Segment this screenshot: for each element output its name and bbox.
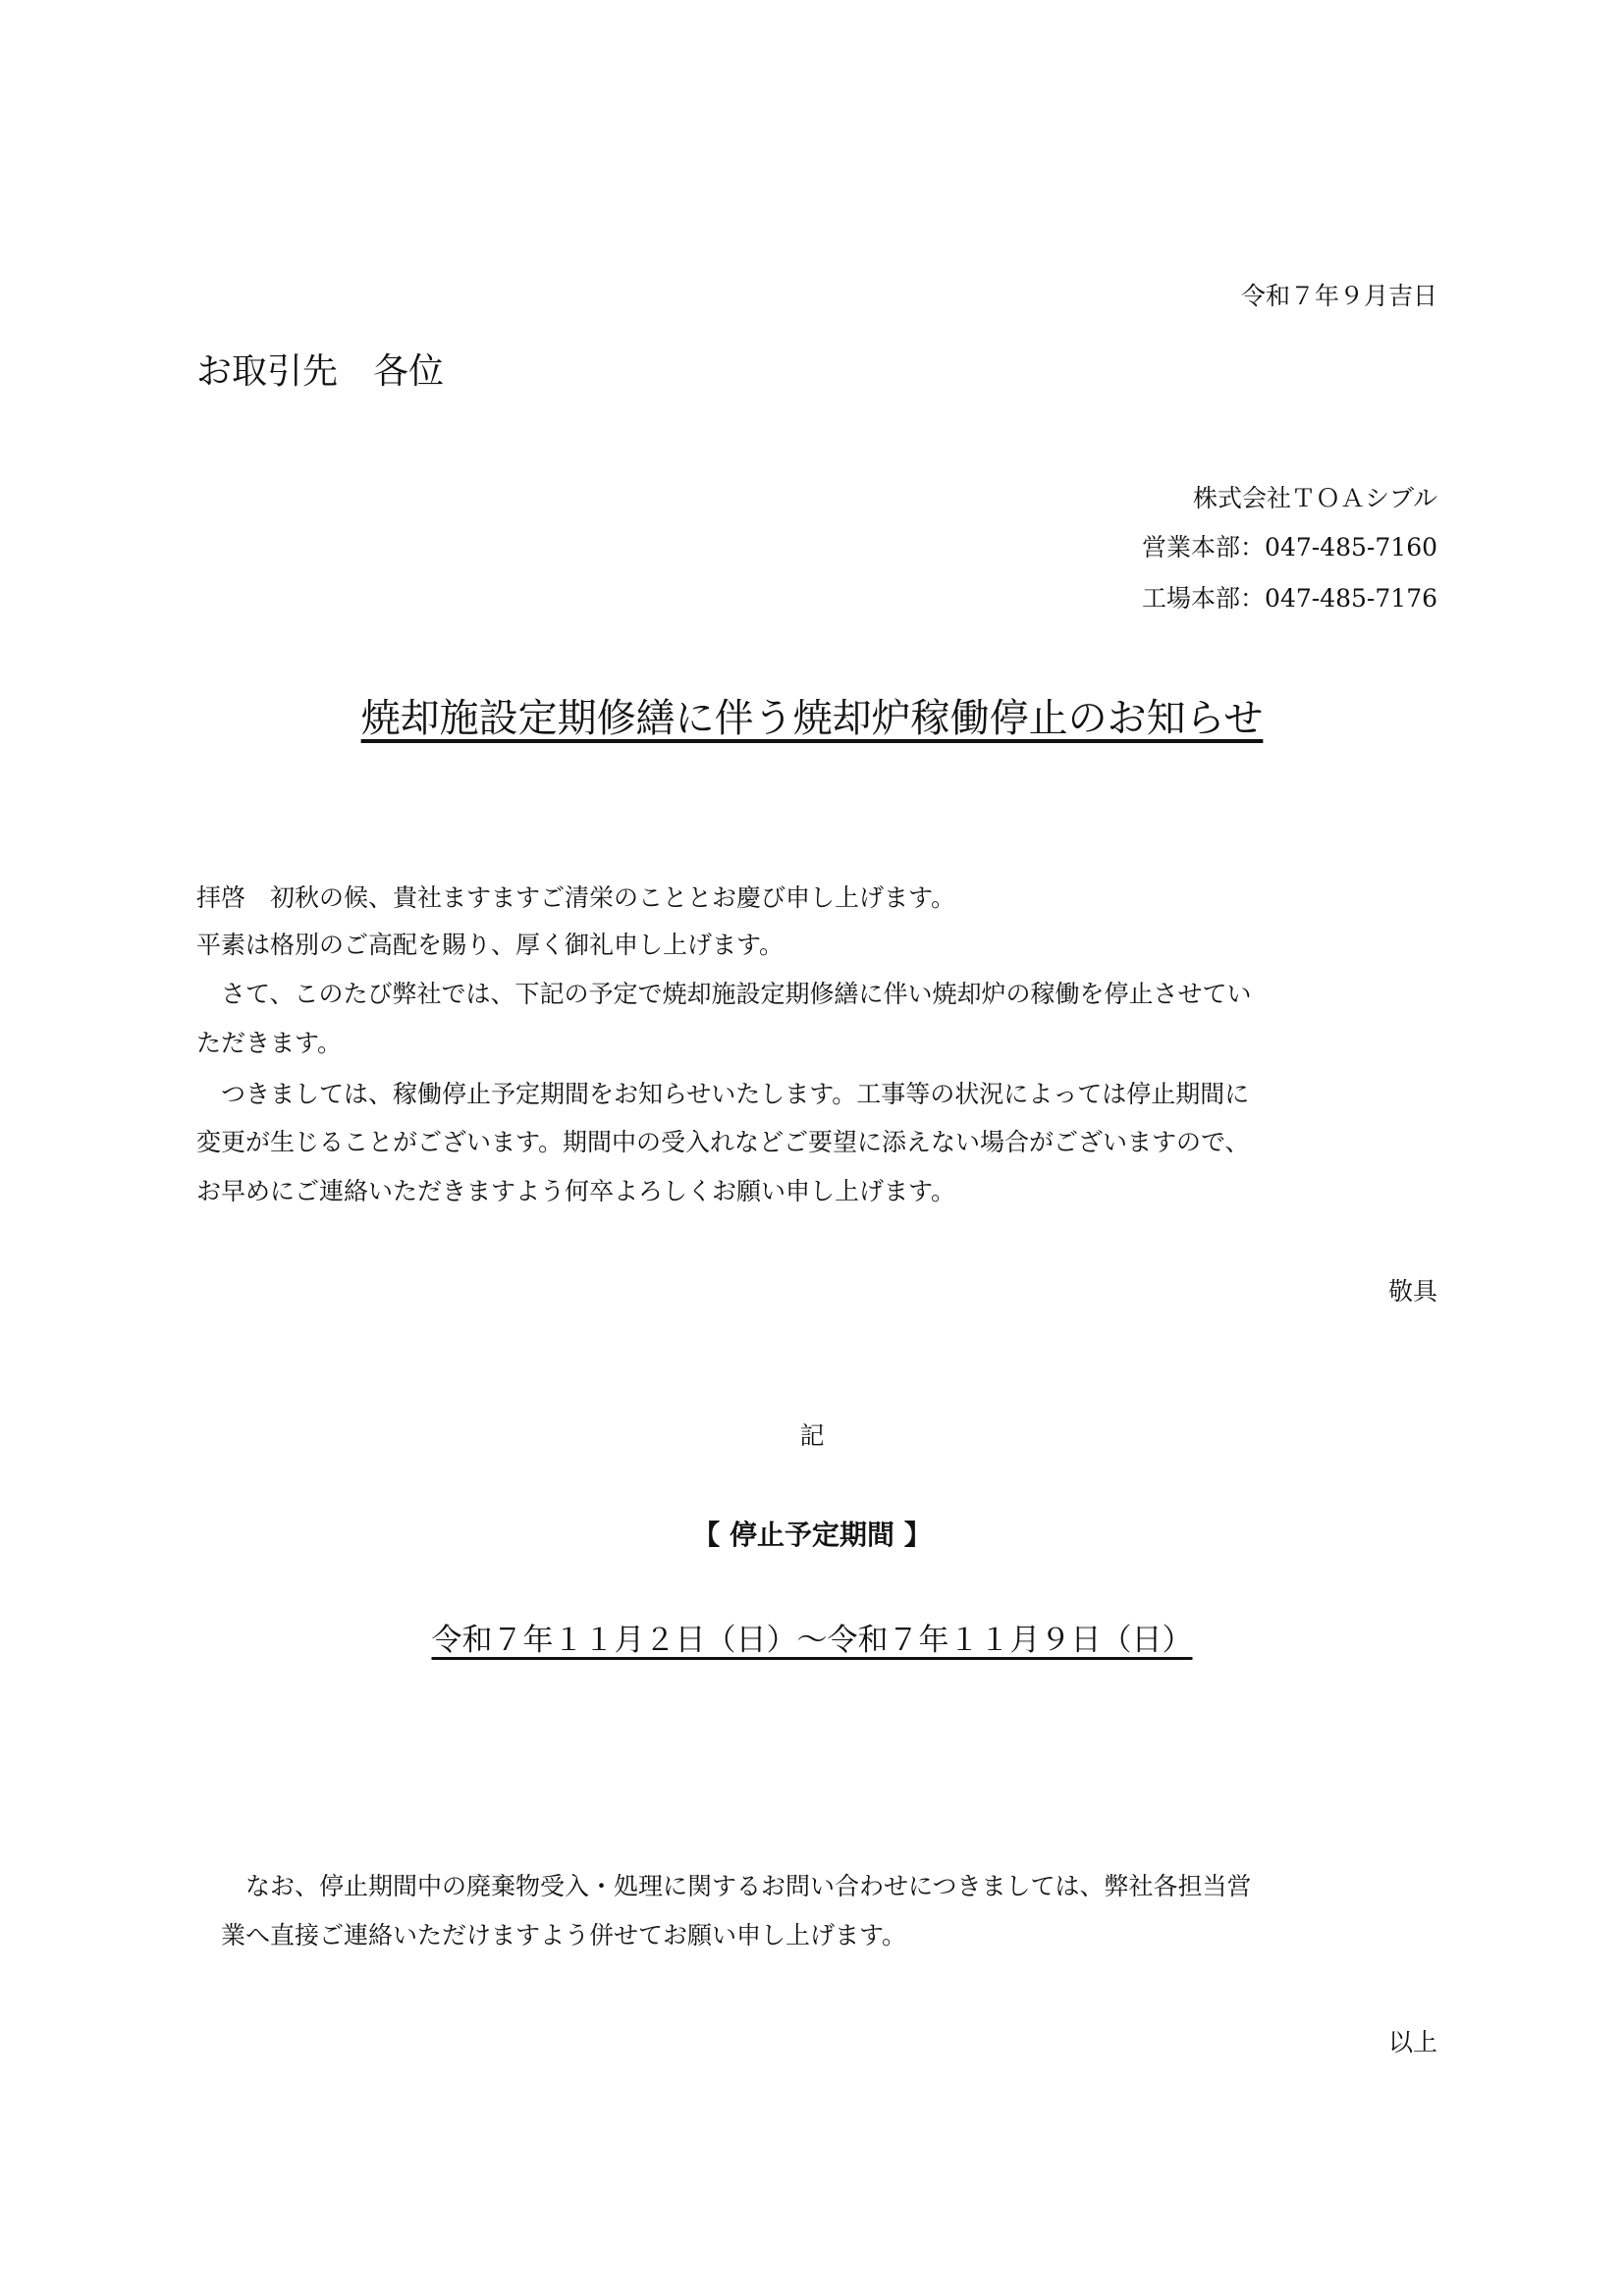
- ki-marker: 記: [799, 1421, 825, 1450]
- note-line: なお、停止期間中の廃棄物受入・処理に関するお問い合わせにつきましては、弊社各担当営: [245, 1872, 1252, 1900]
- body-line: つきましては、稼働停止予定期間をお知らせいたします。工事等の状況によっては停止期間に: [196, 1080, 1250, 1108]
- body-line: 平素は格別のご高配を賜り、厚く御礼申し上げます。: [196, 931, 785, 959]
- body-line: さて、このたび弊社では、下記の予定で焼却施設定期修繕に伴い焼却炉の稼働を停止させてい: [196, 980, 1252, 1008]
- sender-company: 株式会社ＴＯＡシブル: [1192, 484, 1437, 512]
- sender-factory-dept: 工場本部：047-485-7176: [1142, 584, 1437, 613]
- sender-sales-dept: 営業本部：047-485-7160: [1142, 533, 1437, 561]
- period-heading: 【 停止予定期間 】: [692, 1519, 932, 1551]
- body-line: お早めにご連絡いただきますよう何卒よろしくお願い申し上げます。: [196, 1177, 956, 1205]
- note-line: 業へ直接ご連絡いただけますよう併せてお願い申し上げます。: [221, 1921, 907, 1949]
- body-line: 変更が生じることがございます。期間中の受入れなどご要望に添えない場合がございますので、: [196, 1128, 1250, 1156]
- document-date: 令和７年９月吉日: [1240, 282, 1437, 310]
- closing-ijou: 以上: [1387, 2028, 1437, 2056]
- notice-title: 焼却施設定期修繕に伴う焼却炉稼働停止のお知らせ: [360, 696, 1264, 741]
- closing-keigu: 敬具: [1387, 1277, 1437, 1306]
- addressee: お取引先 各位: [196, 351, 445, 392]
- period-range: 令和７年１１月２日（日）～令和７年１１月９日（日）: [431, 1623, 1193, 1658]
- body-line: ただきます。: [196, 1029, 343, 1057]
- body-line: 拝啓 初秋の候、貴社ますますご清栄のこととお慶び申し上げます。: [196, 883, 956, 912]
